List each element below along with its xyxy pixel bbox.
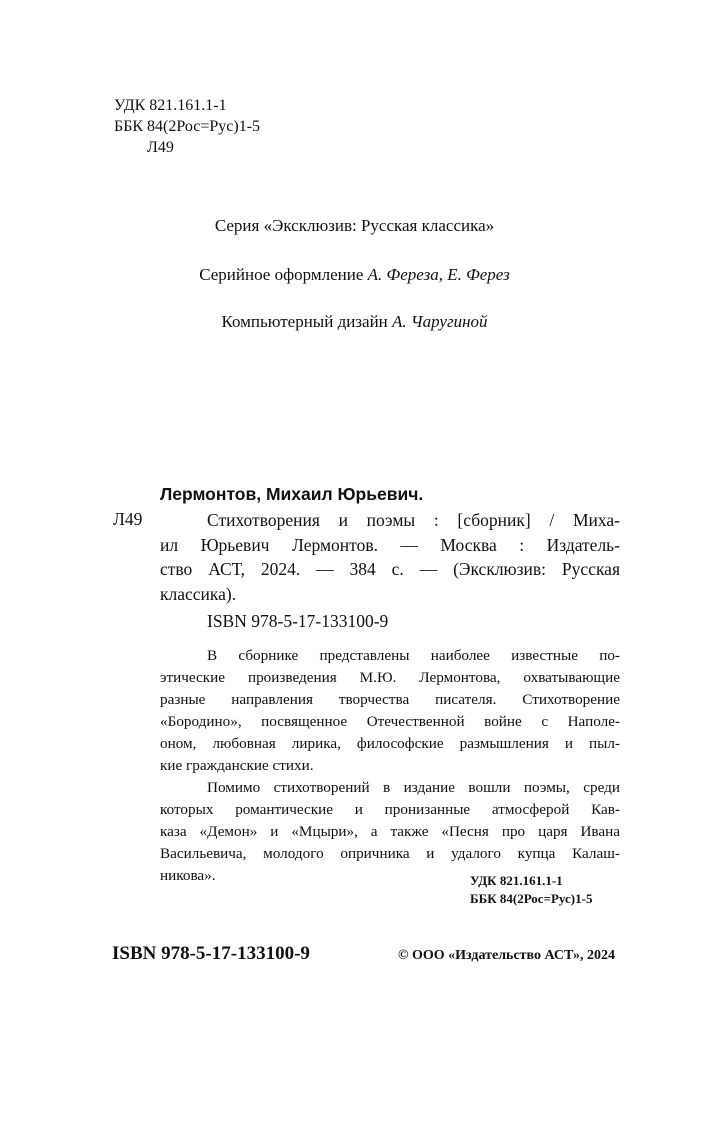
design-credit-label: Серийное оформление [199, 265, 368, 284]
annotation-line: разные направления творчества писателя. Стихотворение [160, 691, 620, 708]
annotation-line: каза «Демон» и «Мцыри», а также «Песня про царя Ивана [160, 823, 620, 840]
computer-design-name: А. Чаругиной [392, 312, 488, 331]
bbk-code: ББК 84(2Рос=Рус)1-5 [114, 118, 261, 135]
computer-design-label: Компьютерный дизайн [221, 312, 393, 331]
annotation-line: оном, любовная лирика, философские размышления и пыл- [160, 735, 620, 752]
design-credit [0, 265, 709, 285]
annotation-line: кие гражданские стихи. [160, 757, 314, 774]
copyright: © ООО «Издательство АСТ», 2024 [398, 948, 616, 963]
annotation-line: В сборнике представлены наиболее известные по- [207, 647, 620, 664]
catalog-line: ил Юрьевич Лермонтов. — Москва : Издатель- [160, 534, 620, 555]
annotation-line: которых романтические и пронизанные атмосферой Кав- [160, 801, 620, 818]
annotation-line: «Бородино», посвященное Отечественной войне с Наполе- [160, 713, 620, 730]
footer-udk-code: УДК 821.161.1-1 [470, 873, 563, 888]
catalog-code: Л49 [113, 509, 143, 529]
design-credit-names: А. Фереза, Е. Ферез [367, 265, 510, 284]
footer-bbk-code: ББК 84(2Рос=Рус)1-5 [470, 891, 593, 906]
udk-code: УДК 821.161.1-1 [114, 97, 227, 114]
series-line: Серия «Эксклюзив: Русская классика» [214, 216, 495, 235]
catalog-line: ство АСТ, 2024. — 384 с. — (Эксклюзив: Русская [160, 559, 620, 579]
catalog-description [160, 508, 620, 606]
catalog-isbn: ISBN 978-5-17-133100-9 [207, 611, 389, 631]
annotation-line: Помимо стихотворений в издание вошли поэмы, среди [207, 779, 620, 796]
catalog-author: Лермонтов, Михаил Юрьевич. [160, 484, 424, 504]
annotation-line: этические произведения М.Ю. Лермонтова, охватывающие [160, 669, 620, 686]
computer-design-credit [0, 312, 709, 332]
catalog-line: классика). [160, 583, 237, 604]
catalog-line: Стихотворения и поэмы : [сборник] / Миха- [207, 510, 620, 530]
annotation-line: никова». [160, 867, 216, 884]
footer-isbn: ISBN 978-5-17-133100-9 [112, 943, 310, 964]
annotation-line: Васильевича, молодого опричника и удалого купца Калаш- [160, 845, 620, 862]
author-mark: Л49 [147, 139, 174, 156]
annotation [160, 645, 620, 887]
